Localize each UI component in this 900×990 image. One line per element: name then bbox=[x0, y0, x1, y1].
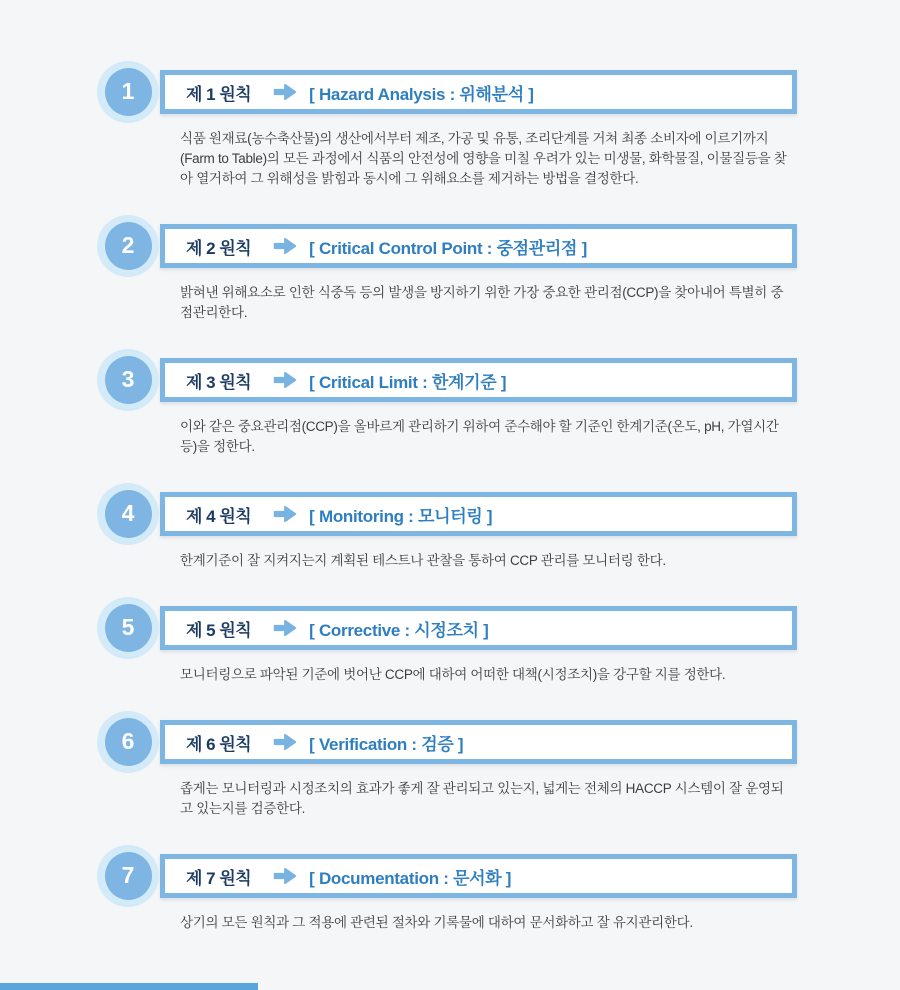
principle-title-bar bbox=[160, 720, 797, 764]
footer-accent-bar bbox=[0, 983, 258, 990]
principle-title: [ Verification : 검증 ] bbox=[309, 734, 464, 754]
arrow-right-icon bbox=[273, 83, 297, 101]
principle-label: 제 6 원칙 bbox=[186, 734, 252, 754]
principle-section-5 bbox=[97, 606, 817, 685]
principle-description: 이와 같은 중요관리점(CCP)을 올바르게 관리하기 위하여 준수해야 할 기준인 한계기준(온도, pH, 가열시간 등)을 정한다. bbox=[180, 419, 779, 454]
principle-section-2 bbox=[97, 224, 817, 323]
principle-label: 제 3 원칙 bbox=[186, 372, 252, 392]
principle-label: 제 2 원칙 bbox=[186, 238, 252, 258]
step-number: 2 bbox=[105, 222, 152, 270]
principle-label: 제 7 원칙 bbox=[186, 868, 252, 888]
step-number-badge bbox=[97, 483, 159, 545]
arrow-right-icon bbox=[273, 371, 297, 389]
step-number-badge bbox=[97, 711, 159, 773]
principle-title-bar bbox=[160, 224, 797, 268]
principle-description: 밝혀낸 위해요소로 인한 식중독 등의 발생을 방지하기 위한 가장 중요한 관리점(CCP)을 찾아내어 특별히 중점관리한다. bbox=[180, 285, 784, 320]
principle-title: [ Documentation : 문서화 ] bbox=[309, 868, 512, 888]
principle-section-1 bbox=[97, 70, 817, 189]
principle-label: 제 4 원칙 bbox=[186, 506, 252, 526]
arrow-right-icon bbox=[273, 237, 297, 255]
step-number: 1 bbox=[105, 68, 152, 116]
principle-title-bar bbox=[160, 854, 797, 898]
principle-section-3 bbox=[97, 358, 817, 457]
arrow-right-icon bbox=[273, 505, 297, 523]
principle-description: 상기의 모든 원칙과 그 적용에 관련된 절차와 기록물에 대하여 문서화하고 잘 유지관리한다. bbox=[180, 915, 693, 930]
step-number: 5 bbox=[105, 604, 152, 652]
principle-section-7 bbox=[97, 854, 817, 933]
step-number: 7 bbox=[105, 852, 152, 900]
principle-section-4 bbox=[97, 492, 817, 571]
principle-description: 식품 원재료(농수축산물)의 생산에서부터 제조, 가공 및 유통, 조리단계를 거쳐 최종 소비자에 이르기까지 (Farm to Table)의 모든 과정에서 식품의 안전성에 영향을 미칠 우려가 있는 미생물, 화학물질, 이물질등을 찾아 열거하여 그 위해성을 밝힘과 동시에 그 위해요소를 제거하는 방법을 결정한다. bbox=[180, 131, 787, 186]
arrow-right-icon bbox=[273, 867, 297, 885]
principle-title-bar bbox=[160, 492, 797, 536]
principle-title: [ Hazard Analysis : 위해분석 ] bbox=[309, 84, 534, 104]
principle-title-bar bbox=[160, 358, 797, 402]
principle-title: [ Critical Limit : 한계기준 ] bbox=[309, 372, 507, 392]
principle-label: 제 5 원칙 bbox=[186, 620, 252, 640]
arrow-right-icon bbox=[273, 733, 297, 751]
step-number-badge bbox=[97, 215, 159, 277]
principle-description: 좁게는 모니터링과 시정조치의 효과가 좋게 잘 관리되고 있는지, 넓게는 전체의 HACCP 시스템이 잘 운영되고 있는지를 검증한다. bbox=[180, 781, 784, 816]
step-number: 4 bbox=[105, 490, 152, 538]
principle-title-bar bbox=[160, 70, 797, 114]
arrow-right-icon bbox=[273, 619, 297, 637]
step-number: 6 bbox=[105, 718, 152, 766]
principle-label: 제 1 원칙 bbox=[186, 84, 252, 104]
principle-description: 모니터링으로 파악된 기준에 벗어난 CCP에 대하여 어떠한 대책(시정조치)을 강구할 지를 정한다. bbox=[180, 667, 726, 682]
step-number-badge bbox=[97, 349, 159, 411]
principle-description: 한계기준이 잘 지켜지는지 계획된 테스트나 관찰을 통하여 CCP 관리를 모니터링 한다. bbox=[180, 553, 666, 568]
step-number: 3 bbox=[105, 356, 152, 404]
principle-title-bar bbox=[160, 606, 797, 650]
principle-title: [ Critical Control Point : 중점관리점 ] bbox=[309, 238, 587, 258]
principle-section-6 bbox=[97, 720, 817, 819]
principle-title: [ Corrective : 시정조치 ] bbox=[309, 620, 489, 640]
step-number-badge bbox=[97, 61, 159, 123]
step-number-badge bbox=[97, 845, 159, 907]
step-number-badge bbox=[97, 597, 159, 659]
principle-title: [ Monitoring : 모니터링 ] bbox=[309, 506, 493, 526]
